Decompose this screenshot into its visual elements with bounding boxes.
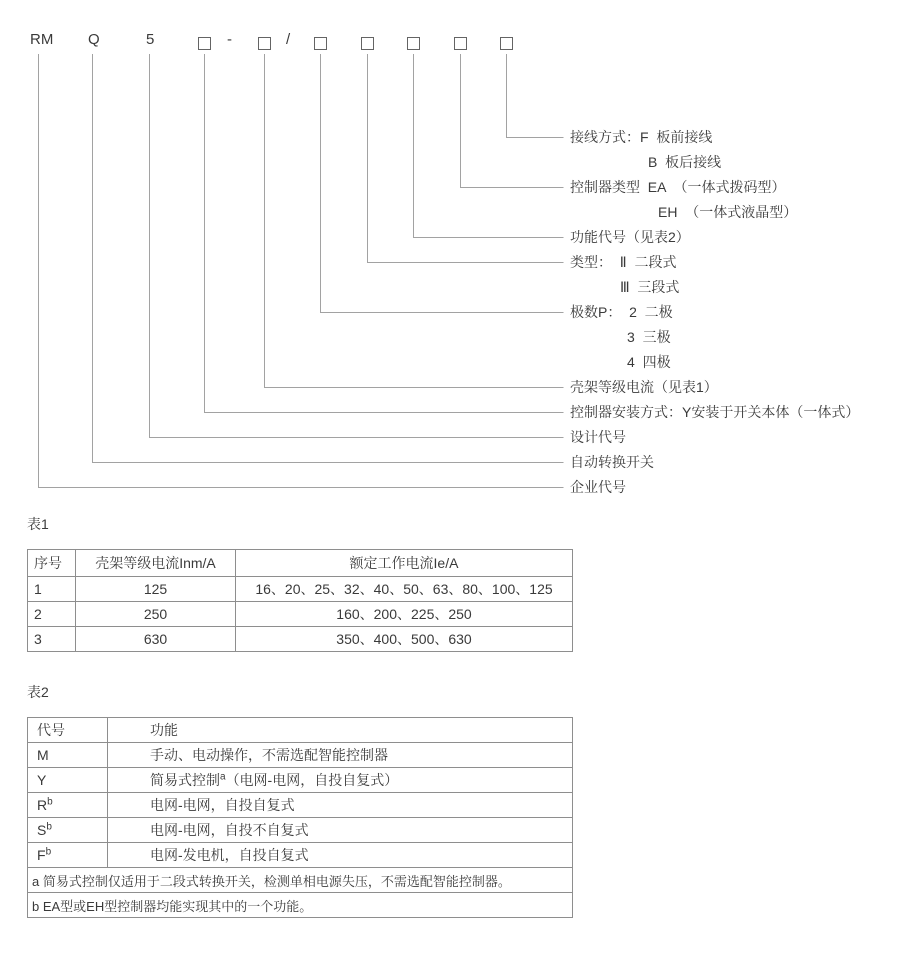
table2-header-cell: 代号 [28,718,108,743]
table1-header-cell: 壳架等级电流Inm/A [76,550,236,577]
function-code: M [37,747,49,763]
annotation-label: 类型： Ⅱ 二段式 [570,254,677,270]
connector-line [205,54,564,413]
annotation-label: 控制器类型 EA （一体式拨码型） [570,179,786,195]
table2-function-cell [108,818,573,843]
table2-header-cell: 功能 [108,718,573,743]
function-code-superscript: b [46,821,52,833]
annotation-label: 企业代号 [570,479,626,495]
annotation-label: 设计代号 [570,429,626,445]
function-text: 电网-电网，自投自复式 [150,797,295,813]
model-code-char: / [286,31,291,48]
table-row [28,743,573,768]
table1 [27,549,573,652]
function-text: 电网-发电机，自投自复式 [150,847,309,863]
table1-cell: 160、200、225、250 [236,602,573,627]
connector-line [368,54,564,263]
connector-line [93,54,564,463]
table1-cell: 16、20、25、32、40、50、63、80、100、125 [236,577,573,602]
table-row [28,602,573,627]
table2-function-cell [108,793,573,818]
table2-function-cell [108,768,573,793]
function-code: R [37,797,48,813]
table-row [28,793,573,818]
connector-line [39,54,564,488]
annotation-label: 3 三极 [627,329,671,345]
model-code-box [198,37,211,50]
table2-code-cell [28,818,108,843]
annotation-label: 4 四极 [627,354,671,370]
connector-line [321,54,564,313]
table2-footnote: b EA型或EH型控制器均能实现其中的一个功能。 [28,893,573,918]
model-code-box [500,37,513,50]
model-code-box [361,37,374,50]
table1-cell: 125 [76,577,236,602]
annotation-label: Ⅲ 三段式 [620,279,680,295]
annotation-label: B 板后接线 [648,154,722,170]
model-code-box [407,37,420,50]
table1-cell: 1 [28,577,76,602]
table2-code-cell [28,843,108,868]
table2-code-cell [28,793,108,818]
table1-header-cell: 序号 [28,550,76,577]
table2-code-cell [28,743,108,768]
table1-cell: 250 [76,602,236,627]
annotation-label: EH （一体式液晶型） [658,204,798,220]
model-code-box [314,37,327,50]
table-row [28,768,573,793]
function-text: 手动、电动操作，不需选配智能控制器 [150,747,388,763]
table2-title: 表2 [27,684,49,700]
function-code: F [37,847,46,863]
function-text: 简易式控制 [150,772,220,788]
table1-header-cell: 额定工作电流Ie/A [236,550,573,577]
table2-code-cell [28,768,108,793]
table-row [28,818,573,843]
table1-cell: 350、400、500、630 [236,627,573,652]
annotation-label: 控制器安装方式：Y安装于开关本体（一体式） [570,404,860,420]
connector-line [507,54,564,138]
connector-line [150,54,564,438]
table1-cell: 2 [28,602,76,627]
annotation-label: 自动转换开关 [570,454,654,470]
table-row [28,577,573,602]
function-code-superscript: b [47,796,53,808]
model-code-char: Q [88,31,100,48]
model-code-char: - [227,31,232,48]
annotation-label: 接线方式：F 板前接线 [570,129,713,145]
table2 [27,717,573,918]
function-code: Y [37,772,47,788]
model-code-char: 5 [146,31,155,48]
table1-cell: 630 [76,627,236,652]
model-code-box [454,37,467,50]
table2-footnote-row [28,868,573,893]
table2-footnote-row [28,893,573,918]
table-row [28,627,573,652]
model-code-box [258,37,271,50]
annotation-label: 极数P： 2 二极 [570,304,673,320]
table2-function-cell [108,743,573,768]
annotation-label: 功能代号（见表2） [570,229,690,245]
model-code-char: RM [30,31,54,48]
superscript-note-ref: a [220,771,226,783]
connector-line [461,54,564,188]
table2-function-cell [108,843,573,868]
table1-title: 表1 [27,516,49,532]
function-code: S [37,822,47,838]
function-code-superscript: b [45,846,52,858]
connector-line [414,54,564,238]
table-row [28,843,573,868]
annotation-label: 壳架等级电流（见表1） [570,379,718,395]
function-text: 电网-电网，自投不自复式 [150,822,309,838]
function-text: （电网-电网，自投自复式） [225,772,399,788]
table2-footnote: a 简易式控制仅适用于二段式转换开关，检测单相电源失压，不需选配智能控制器。 [28,868,573,893]
table1-cell: 3 [28,627,76,652]
